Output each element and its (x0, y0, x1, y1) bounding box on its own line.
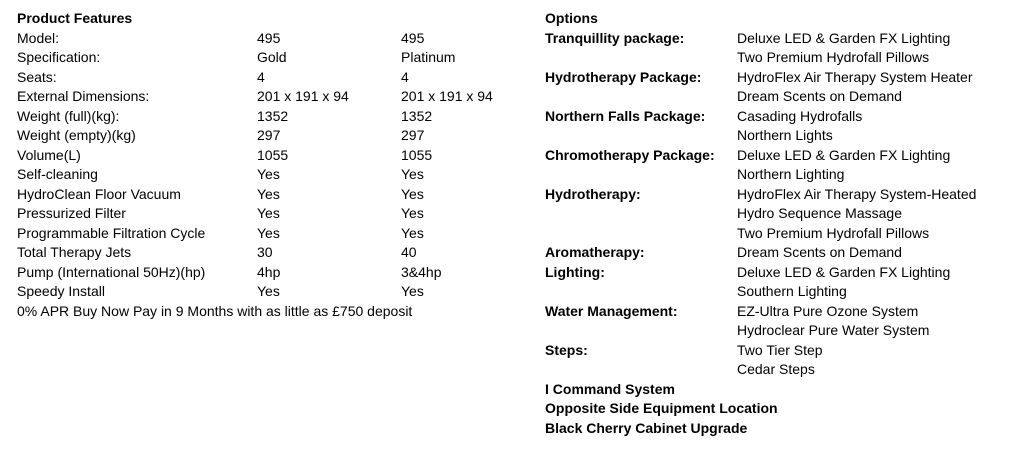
option-item: Two Premium Hydrofall Pillows (737, 49, 930, 65)
option-item: Northern Lighting (737, 166, 845, 182)
option-item: Two Tier Step (737, 341, 823, 358)
option-item: HydroFlex Air Therapy System-Heated (737, 185, 977, 202)
option-extra: I Command System (545, 380, 675, 397)
feature-platinum-value: 1352 (401, 107, 433, 124)
feature-gold-value: 201 x 191 x 94 (257, 88, 349, 104)
feature-platinum-value: 3&4hp (401, 263, 442, 280)
feature-label: Specification: (17, 49, 101, 65)
feature-gold-value: 4 (257, 68, 265, 85)
option-group-name: Chromotherapy Package: (545, 146, 715, 163)
feature-platinum-value: Platinum (401, 49, 456, 65)
feature-label: Weight (empty)(kg) (17, 127, 136, 143)
feature-label: Total Therapy Jets (17, 244, 132, 260)
feature-label: Programmable Filtration Cycle (17, 224, 206, 241)
option-item: Southern Lighting (737, 283, 847, 299)
feature-gold-value: 30 (257, 244, 273, 260)
feature-platinum-value: 40 (401, 244, 417, 260)
option-group-name: Northern Falls Package: (545, 107, 706, 124)
feature-label: Pump (International 50Hz)(hp) (17, 263, 206, 280)
option-item: Dream Scents on Demand (737, 244, 902, 260)
option-group-name: Hydrotherapy Package: (545, 68, 702, 85)
feature-label: HydroClean Floor Vacuum (17, 185, 181, 202)
finance-offer: 0% APR Buy Now Pay in 9 Months with as little as £750 deposit (17, 302, 413, 319)
feature-label: External Dimensions: (17, 88, 150, 104)
feature-gold-value: Gold (257, 49, 287, 65)
feature-label: Pressurized Filter (17, 205, 126, 221)
feature-gold-value: 4hp (257, 263, 281, 280)
feature-platinum-value: Yes (401, 185, 424, 202)
option-group-name: Steps: (545, 341, 588, 358)
feature-platinum-value: Yes (401, 224, 424, 241)
option-group-name: Aromatherapy: (545, 244, 645, 260)
options-heading: Options (545, 10, 598, 26)
feature-gold-value: Yes (257, 224, 280, 241)
feature-gold-value: Yes (257, 283, 280, 299)
option-item: Northern Lights (737, 127, 833, 143)
feature-gold-value: 495 (257, 29, 281, 46)
option-group-name: Hydrotherapy: (545, 185, 641, 202)
feature-platinum-value: 495 (401, 29, 425, 46)
feature-platinum-value: Yes (401, 205, 424, 221)
option-item: Cedar Steps (737, 361, 815, 377)
feature-gold-value: 297 (257, 127, 281, 143)
option-item: Hydroclear Pure Water System (737, 322, 930, 338)
option-item: Deluxe LED & Garden FX Lighting (737, 263, 951, 280)
option-group-name: Tranquillity package: (545, 29, 685, 46)
option-item: Two Premium Hydrofall Pillows (737, 224, 930, 241)
feature-label: Speedy Install (17, 283, 105, 299)
feature-gold-value: 1055 (257, 146, 289, 163)
option-item: HydroFlex Air Therapy System Heater (737, 68, 973, 85)
option-group-name: Water Management: (545, 302, 678, 319)
feature-label: Seats: (17, 68, 57, 85)
feature-platinum-value: 297 (401, 127, 425, 143)
feature-platinum-value: Yes (401, 166, 424, 182)
feature-platinum-value: 1055 (401, 146, 433, 163)
feature-platinum-value: 4 (401, 68, 409, 85)
feature-label: Volume(L) (17, 146, 81, 163)
feature-gold-value: Yes (257, 166, 280, 182)
product-features-table (17, 9, 527, 329)
feature-label: Weight (full)(kg): (17, 107, 120, 124)
option-item: Dream Scents on Demand (737, 88, 902, 104)
option-item: Hydro Sequence Massage (737, 205, 902, 221)
option-item: Casading Hydrofalls (737, 107, 863, 124)
option-group-name: Lighting: (545, 263, 605, 280)
feature-gold-value: 1352 (257, 107, 289, 124)
option-extra: Black Cherry Cabinet Upgrade (545, 419, 748, 436)
features-heading: Product Features (17, 10, 133, 26)
option-item: Deluxe LED & Garden FX Lighting (737, 29, 951, 46)
feature-label: Model: (17, 29, 60, 46)
options-list (545, 9, 1005, 449)
feature-gold-value: Yes (257, 185, 280, 202)
option-extra: Opposite Side Equipment Location (545, 400, 778, 416)
option-item: Deluxe LED & Garden FX Lighting (737, 146, 951, 163)
feature-gold-value: Yes (257, 205, 280, 221)
option-item: EZ-Ultra Pure Ozone System (737, 302, 919, 319)
feature-platinum-value: Yes (401, 283, 424, 299)
feature-platinum-value: 201 x 191 x 94 (401, 88, 493, 104)
feature-label: Self-cleaning (17, 166, 98, 182)
